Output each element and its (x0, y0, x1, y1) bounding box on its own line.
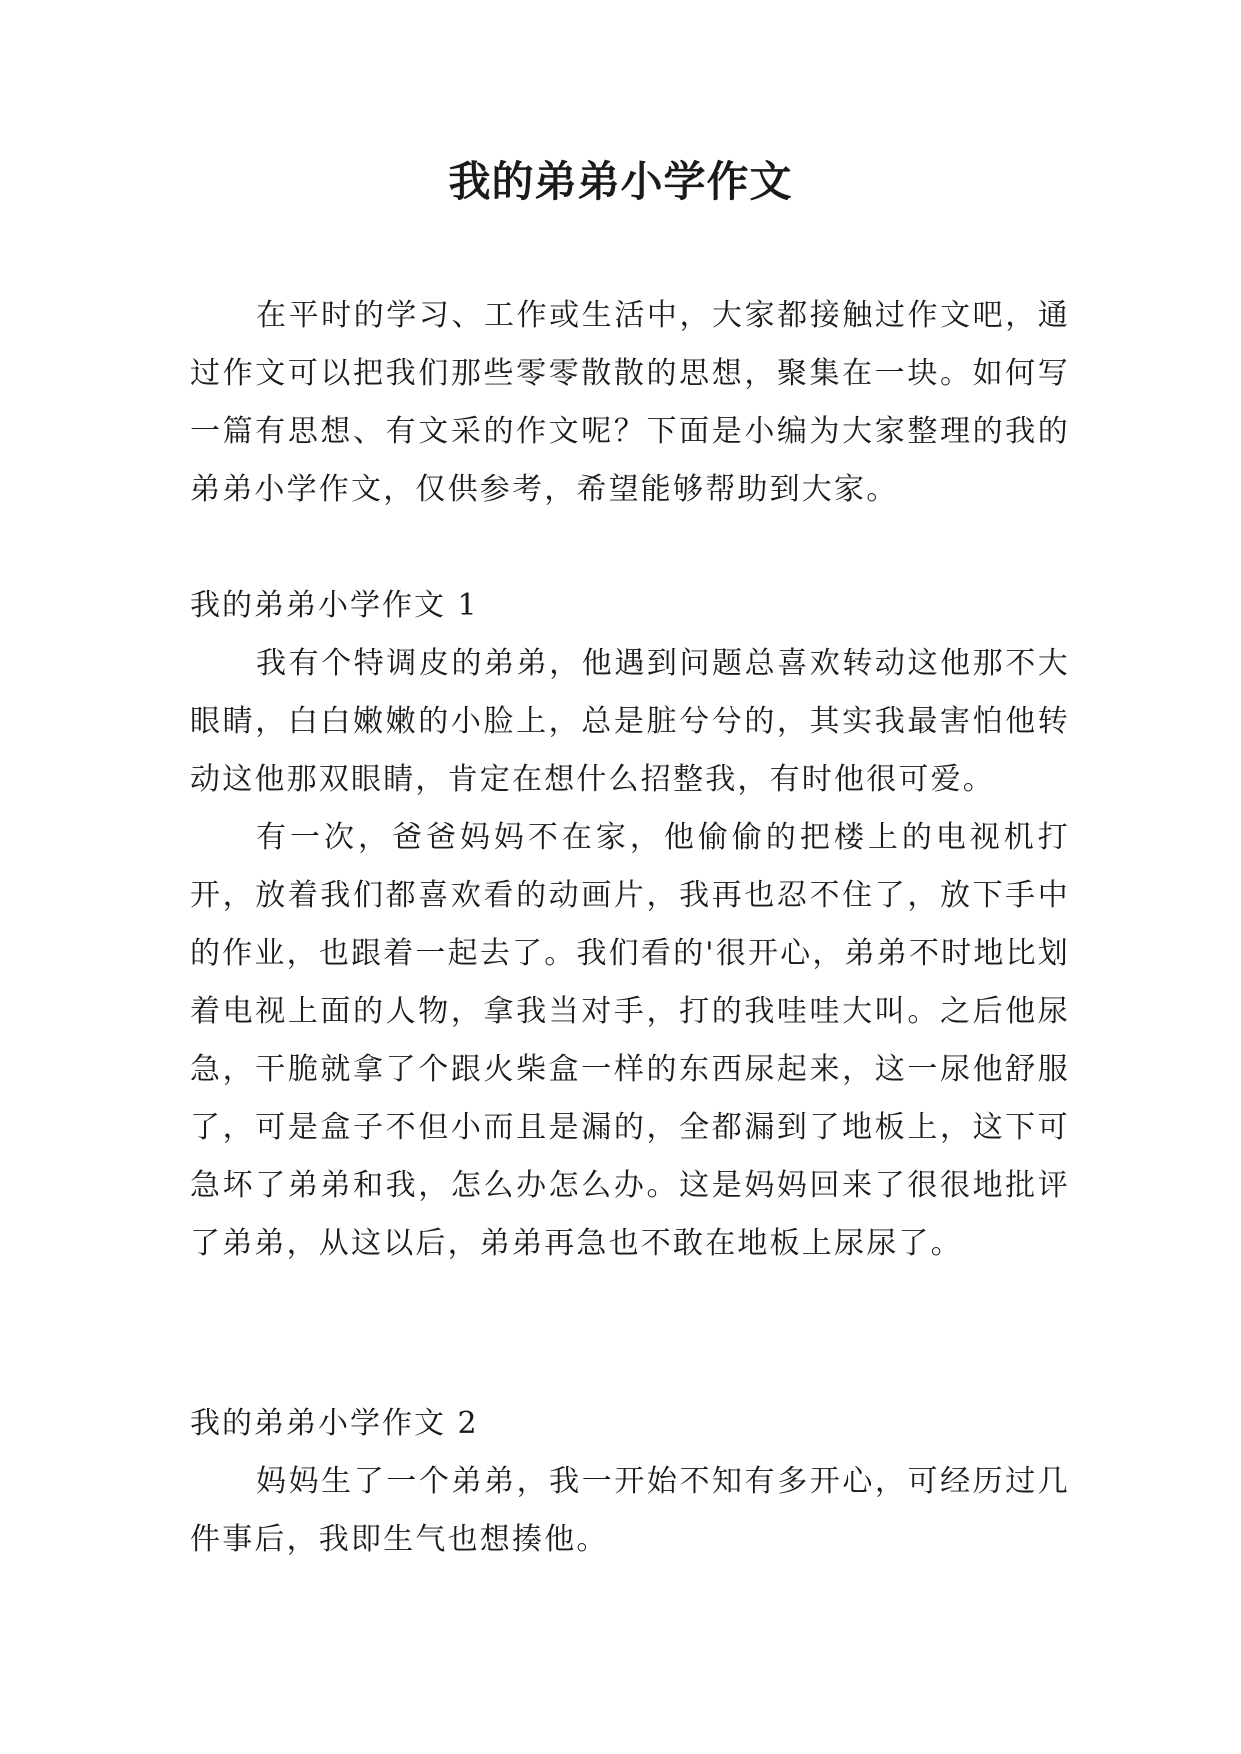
intro-paragraph: 在平时的学习、工作或生活中，大家都接触过作文吧，通过作文可以把我们那些零零散散的思想，聚集在一块。如何写一篇有思想、有文采的作文呢？下面是小编为大家整理的我的弟弟小学作文，仅供参考，希望能够帮助到大家。 (190, 298, 1070, 507)
section-1-paragraph-2: 有一次，爸爸妈妈不在家，他偷偷的把楼上的电视机打开，放着我们都喜欢看的动画片，我再也忍不住了，放下手中的作业，也跟着一起去了。我们看的'很开心，弟弟不时地比划着电视上面的人物，拿我当对手，打的我哇哇大叫。之后他尿急，干脆就拿了个跟火柴盒一样的东西尿起来，这一尿他舒服了，可是盒子不但小而且是漏的，全都漏到了地板上，这下可急坏了弟弟和我，怎么办怎么办。这是妈妈回来了很很地批评了弟弟，从这以后，弟弟再急也不敢在地板上尿尿了。 (190, 820, 1070, 1261)
section-body-2 (190, 1453, 1070, 1569)
section-heading-1: 我的弟弟小学作文 1 (190, 588, 479, 623)
section-heading-2: 我的弟弟小学作文 2 (190, 1406, 479, 1441)
section-2-paragraph-1: 妈妈生了一个弟弟，我一开始不知有多开心，可经历过几件事后，我即生气也想揍他。 (190, 1464, 1070, 1557)
section-1-paragraph-1: 我有个特调皮的弟弟，他遇到问题总喜欢转动这他那不大眼睛，白白嫩嫩的小脸上，总是脏兮兮的，其实我最害怕他转动这他那双眼睛，肯定在想什么招整我，有时他很可爱。 (190, 646, 1070, 797)
document-title: 我的弟弟小学作文 (448, 157, 793, 206)
intro-paragraph-block (190, 287, 1070, 519)
section-body-1 (190, 635, 1070, 1273)
